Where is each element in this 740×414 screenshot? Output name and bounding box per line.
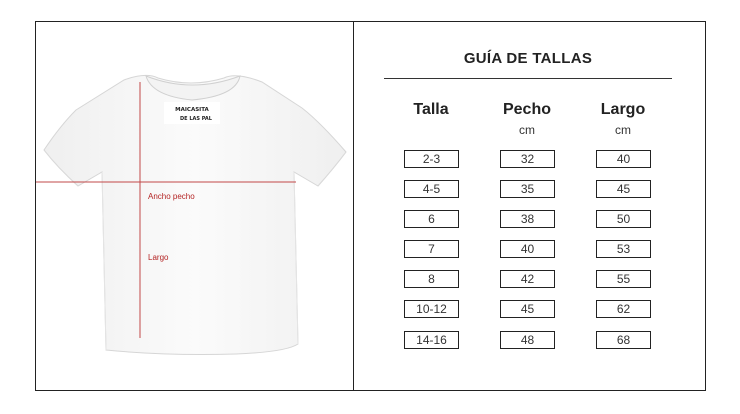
collar-print-line2: DE LAS PAL [180, 116, 212, 122]
size-cell: 2-3 [404, 150, 459, 168]
column-header-chest: Pecho [502, 101, 551, 118]
length-label: Largo [148, 253, 169, 262]
length-cell: 55 [596, 270, 651, 288]
title-divider [384, 78, 672, 79]
size-cell: 6 [404, 210, 459, 228]
column-unit-length: cm [615, 123, 631, 137]
chest-width-label: Ancho pecho [148, 192, 195, 201]
panel-divider [353, 21, 354, 391]
length-cell: 53 [596, 240, 651, 258]
chest-cell: 48 [500, 331, 555, 349]
tshirt-panel [36, 22, 353, 390]
size-cell: 7 [404, 240, 459, 258]
size-cell: 14-16 [404, 331, 459, 349]
size-cell: 4-5 [404, 180, 459, 198]
column-unit-chest: cm [519, 123, 535, 137]
chest-cell: 32 [500, 150, 555, 168]
chest-cell: 42 [500, 270, 555, 288]
length-cell: 68 [596, 331, 651, 349]
chest-cell: 40 [500, 240, 555, 258]
collar-print-line1: MAICASITA [175, 107, 209, 113]
length-cell: 40 [596, 150, 651, 168]
size-guide-title: GUÍA DE TALLAS [463, 50, 593, 67]
length-cell: 62 [596, 300, 651, 318]
column-header-length: Largo [600, 101, 646, 118]
column-header-size: Talla [413, 101, 449, 118]
chest-cell: 35 [500, 180, 555, 198]
length-cell: 45 [596, 180, 651, 198]
size-cell: 10-12 [404, 300, 459, 318]
tshirt-illustration [36, 22, 353, 390]
chest-cell: 45 [500, 300, 555, 318]
chest-cell: 38 [500, 210, 555, 228]
length-cell: 50 [596, 210, 651, 228]
size-cell: 8 [404, 270, 459, 288]
